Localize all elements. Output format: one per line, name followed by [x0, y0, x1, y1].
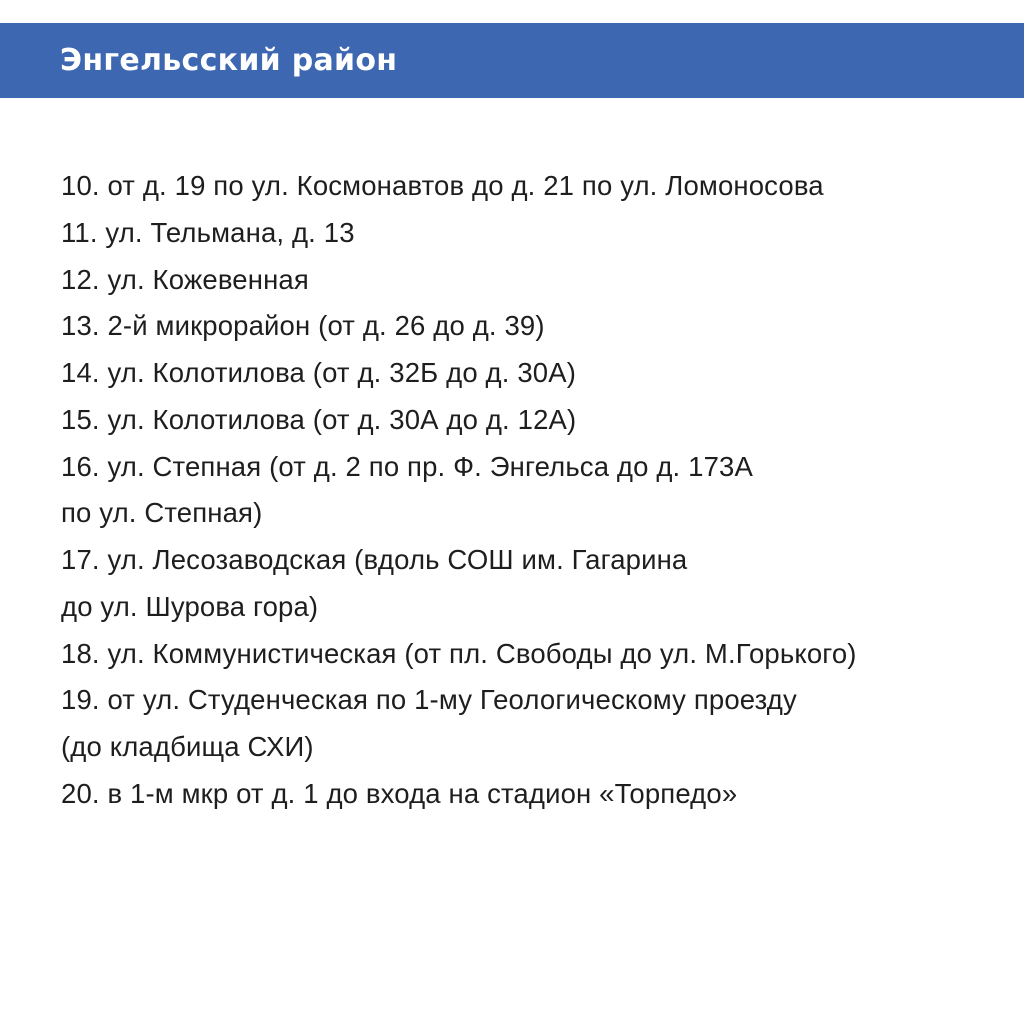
list-item-12: 12. ул. Кожевенная	[61, 263, 309, 295]
list-item-16: 16. ул. Степная (от д. 2 по пр. Ф. Энгельса до д. 173А	[61, 450, 753, 482]
list-item-11: 11. ул. Тельмана, д. 13	[61, 216, 355, 248]
page-title: Энгельсский район	[60, 43, 398, 78]
list-item-14: 14. ул. Колотилова (от д. 32Б до д. 30А)	[61, 357, 577, 388]
list-item-17-cont: до ул. Шурова гора)	[61, 590, 319, 622]
address-list	[61, 163, 1021, 818]
list-item-19-cont: (до кладбища СХИ)	[61, 731, 314, 762]
list-item-15: 15. ул. Колотилова (от д. 30А до д. 12А)	[61, 403, 577, 435]
list-item-20: 20. в 1-м мкр от д. 1 до входа на стадион «Торпедо»	[61, 777, 738, 809]
list-item-13: 13. 2-й микрорайон (от д. 26 до д. 39)	[61, 310, 545, 342]
list-item-19: 19. от ул. Студенческая по 1-му Геологическому проезду	[61, 684, 797, 716]
list-item-17: 17. ул. Лесозаводская (вдоль СОШ им. Гагарина	[61, 544, 688, 575]
list-item-10: 10. от д. 19 по ул. Космонавтов до д. 21 по ул. Ломоносова	[61, 170, 824, 201]
list-item-16-cont: по ул. Степная)	[61, 497, 263, 529]
list-item-18: 18. ул. Коммунистическая (от пл. Свободы до ул. М.Горького)	[61, 637, 857, 669]
header-bar	[0, 23, 1024, 98]
